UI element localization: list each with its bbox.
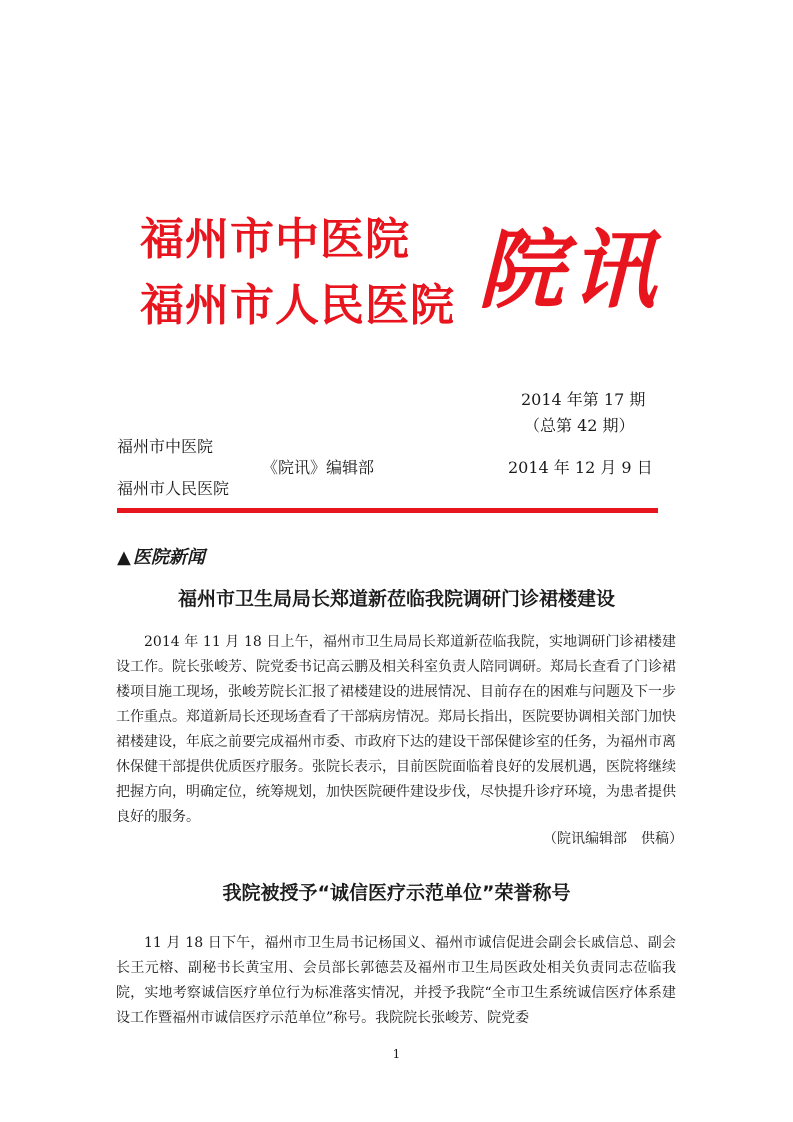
editorial-department: 《院讯》编辑部	[262, 458, 375, 477]
masthead-hospital-1: 福州市中医院	[140, 214, 410, 265]
total-issue-number: （总第 42 期）	[524, 416, 635, 435]
masthead-title: 院讯	[478, 220, 662, 321]
issue-number: 2014 年第 17 期	[521, 390, 646, 409]
header-divider	[117, 508, 658, 513]
masthead-hospital-2: 福州市人民医院	[140, 280, 455, 331]
triangle-icon: ▲	[117, 547, 131, 568]
publisher-org-1: 福州市中医院	[117, 437, 214, 456]
article-1-body: 2014 年 11 月 18 日上午，福州市卫生局局长郑道新莅临我院，实地调研门诊裙楼建设工作。院长张峻芳、院党委书记高云鹏及相关科室负责人陪同调研。郑局长查看了门诊裙楼项目施工现场，张峻芳院长汇报了裙楼建设的进展情况、目前存在的困难与问题及下一步工作重点。郑道新局长还现场查看了干部病房情况。郑局长指出，医院要协调相关部门加快裙楼建设，年底之前要完成福州市委、市政府下达的建设干部保健诊室的任务，为福州市离休保健干部提供优质医疗服务。张院长表示，目前医院面临着良好的发展机遇，医院将继续把握方向，明确定位，统筹规划，加快医院硬件建设步伐，尽快提升诊疗环境，为患者提供良好的服务。	[116, 634, 676, 825]
article-1-headline: 福州市卫生局局长郑道新莅临我院调研门诊裙楼建设	[177, 588, 615, 610]
publisher-org-2: 福州市人民医院	[117, 479, 230, 498]
article-2-headline: 我院被授予“诚信医疗示范单位”荣誉称号	[222, 882, 571, 904]
section-heading	[117, 543, 205, 569]
publish-date: 2014 年 12 月 9 日	[508, 458, 653, 477]
page-number: 1	[392, 1047, 401, 1061]
article-2-body: 11 月 18 日下午，福州市卫生局书记杨国义、福州市诚信促进会副会长戚信总、副会长王元榕、副秘书长黄宝用、会员部长郭德芸及福州市卫生局医政处相关负责同志莅临我院，实地考察诚信医疗单位行为标准落实情况，并授予我院“全市卫生系统诚信医疗体系建设工作暨福州市诚信医疗示范单位”称号。我院院长张峻芳、院党委	[116, 935, 676, 1026]
section-title: 医院新闻	[132, 547, 205, 568]
article-1-credit: （院讯编辑部 供稿）	[543, 831, 683, 847]
